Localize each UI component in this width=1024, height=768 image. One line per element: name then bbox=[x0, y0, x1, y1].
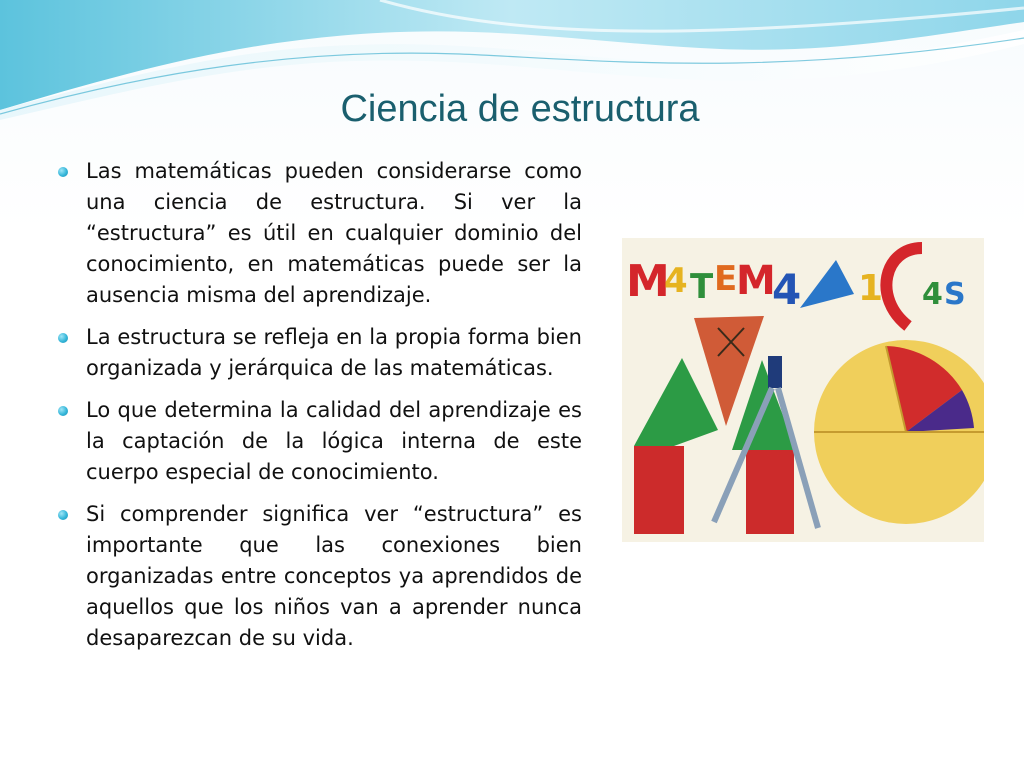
svg-text:4: 4 bbox=[664, 261, 688, 301]
math-drawing-illustration bbox=[622, 238, 984, 542]
bullet-text: La estructura se refleja en la propia forma bien organizada y jerárquica de las matemáticas. bbox=[86, 325, 582, 380]
bullet-icon bbox=[58, 167, 68, 177]
bullet-icon bbox=[58, 406, 68, 416]
svg-text:E: E bbox=[714, 259, 738, 299]
bullet-icon bbox=[58, 333, 68, 343]
bullet-icon bbox=[58, 510, 68, 520]
bullet-list bbox=[52, 156, 582, 665]
svg-text:T: T bbox=[690, 267, 714, 307]
list-item bbox=[52, 395, 582, 488]
list-item bbox=[52, 156, 582, 311]
page-title: Ciencia de estructura bbox=[340, 88, 700, 130]
svg-text:1: 1 bbox=[858, 268, 884, 309]
bullet-text: Si comprender significa ver “estructura” es importante que las conexiones bien organizadas entre conceptos ya aprendidos de aquellos que los niños van a aprender nunca desaparezcan de su vida. bbox=[86, 502, 582, 650]
list-item bbox=[52, 322, 582, 384]
bullet-text: Las matemáticas pueden considerarse como una ciencia de estructura. Si ver la “estructura” es útil en cualquier dominio del conocimiento, en matemáticas puede ser la ausencia misma del aprendizaje. bbox=[86, 159, 582, 307]
svg-text:4: 4 bbox=[772, 265, 802, 314]
bullet-text: Lo que determina la calidad del aprendizaje es la captación de la lógica interna de este cuerpo especial de conocimiento. bbox=[86, 398, 582, 484]
list-item bbox=[52, 499, 582, 654]
svg-text:M: M bbox=[736, 258, 776, 304]
svg-text:4: 4 bbox=[922, 277, 943, 312]
svg-text:S: S bbox=[944, 277, 966, 312]
svg-text:M: M bbox=[626, 256, 670, 307]
math-drawing-icon bbox=[622, 238, 984, 542]
